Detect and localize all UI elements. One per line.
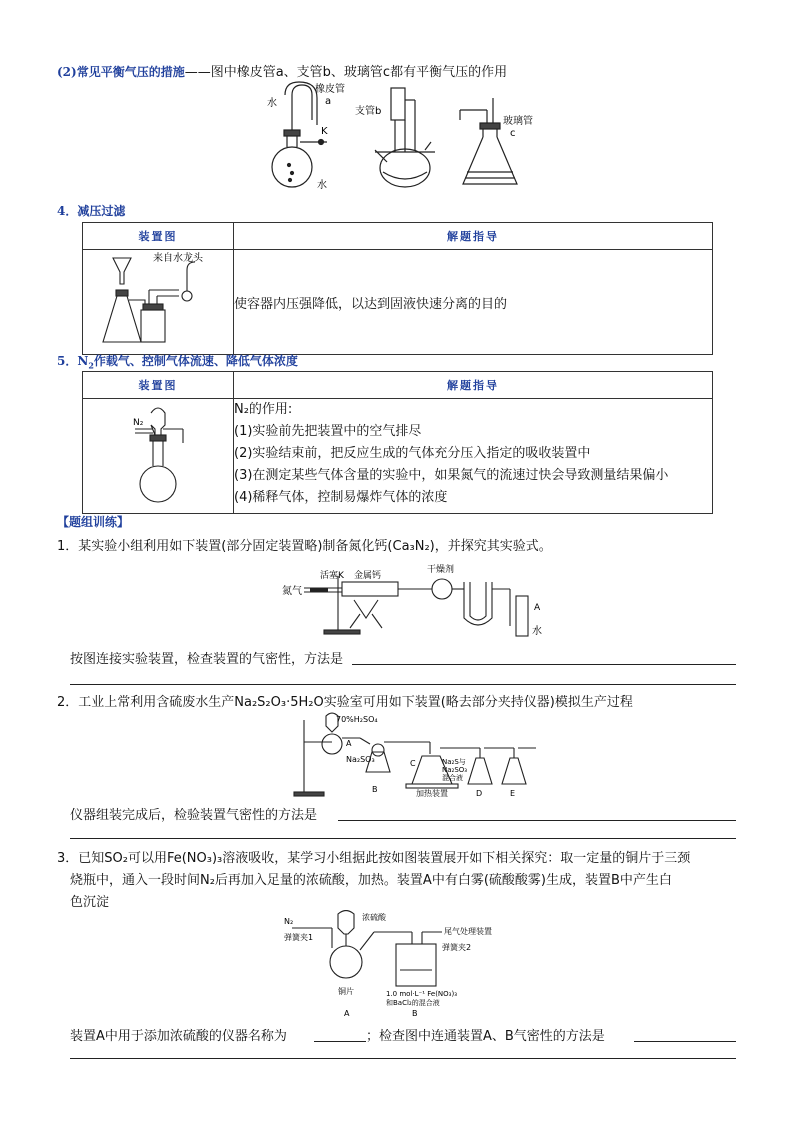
q1-label-valve: 活塞K — [320, 571, 344, 581]
vacuum-filter-figure — [83, 250, 233, 350]
q1-label-ca: 金属钙 — [354, 571, 382, 581]
q1-label-dry: 干燥剂 — [427, 565, 455, 575]
q1-stem: 1．某实验小组利用如下装置(部分固定装置略)制备氮化钙(Ca₃N₂)，并探究其实验式。 — [57, 539, 552, 554]
q1-answer-line-2[interactable] — [70, 684, 736, 685]
fig-label-c: c — [510, 128, 516, 139]
q2-label-E: E — [510, 789, 516, 798]
fig-label-water1: 水 — [267, 98, 277, 109]
q3-figure — [282, 910, 518, 1018]
three-neck-flask — [380, 149, 430, 187]
section4-col2: 解题指导 — [234, 223, 713, 250]
section4-figure-cell — [83, 250, 234, 355]
section2-desc: ——图中橡皮管a、支管b、玻璃管c都有平衡气压的作用 — [184, 65, 508, 80]
round-flask-1 — [272, 147, 312, 187]
section5-guide-title: N₂的作用: — [234, 402, 293, 417]
pressure-balance-figure — [255, 80, 555, 195]
fig-label-glass: 玻璃管 — [503, 116, 533, 127]
n2-carrier-figure — [83, 399, 233, 509]
fig-label-faucet: 来自水龙头 — [153, 253, 203, 264]
q3-label-n2: N₂ — [284, 917, 294, 926]
q3-label-cu: 铜片 — [338, 987, 354, 996]
section5-figure-cell — [83, 399, 234, 514]
section5-guide-cell — [234, 399, 713, 514]
fig-label-a: a — [325, 96, 332, 107]
q2-label-mix1: Na₂S与 — [442, 758, 466, 766]
q3-label-clip2: 弹簧夹2 — [442, 943, 472, 952]
q2-label-mix2: Na₂SO₃ — [442, 766, 468, 774]
section5-heading-suffix: 作载气、控制气体流速、降低气体浓度 — [93, 354, 298, 368]
section4-col1: 装置图 — [83, 223, 234, 250]
q1-label-A: A — [534, 603, 541, 613]
section4-guide: 使容器内压强降低，以达到固液快速分离的目的 — [234, 250, 713, 355]
section5-guide-line-1: (1)实验前先把装置中的空气排尽 — [234, 424, 422, 439]
q3-label-acid: 浓硫酸 — [362, 913, 386, 922]
q3-label-sol1: 1.0 mol·L⁻¹ Fe(NO₃)₃ — [386, 990, 458, 998]
section5-heading-sub: 2 — [88, 360, 94, 371]
section5-table — [82, 371, 713, 514]
q1-answer-blank[interactable] — [352, 650, 736, 665]
section5-guide-line-4: (4)稀释气体，控制易爆炸气体的浓度 — [234, 490, 448, 505]
q2-label-na2so3: Na₂SO₃ — [346, 755, 375, 764]
q2-label-C: C — [410, 759, 416, 768]
section2-heading: (2)常见平衡气压的措施 — [57, 65, 185, 79]
fig-label-water2: 水 — [317, 180, 327, 191]
q2-label-A: A — [346, 739, 352, 748]
q2-label-D: D — [476, 789, 483, 798]
section4-heading: 4．减压过滤 — [57, 204, 126, 218]
section5-guide-line-3: (3)在测定某些气体含量的实验中，如果氮气的流速过快会导致测量结果偏小 — [234, 468, 669, 483]
q2-answer-blank[interactable] — [338, 806, 736, 821]
q3-label-sol2: 和BaCl₂的混合液 — [386, 999, 440, 1007]
conical-flask — [463, 125, 517, 184]
q3-label-B: B — [412, 1009, 418, 1018]
q1-label-n2: 氮气 — [282, 586, 302, 597]
q3-stem-2: 烧瓶中，通入一段时间N₂后再加入足量的浓硫酸，加热。装置A中有白雾(硫酸酸雾)生成，装置B中产生白 — [70, 873, 672, 888]
q3-answer-line-2[interactable] — [70, 1058, 736, 1059]
q3-answer-blank-2[interactable] — [634, 1027, 736, 1042]
q2-stem: 2．工业上常利用含硫废水生产Na₂S₂O₃·5H₂O实验室可用如下装置(略去部分夹持仪器)模拟生产过程 — [57, 695, 633, 710]
q1-label-water: 水 — [532, 626, 542, 637]
q3-ask-1: 装置A中用于添加浓硫酸的仪器名称为 — [70, 1029, 287, 1044]
q2-label-acid: 70%H₂SO₄ — [336, 715, 378, 724]
section4-table — [82, 222, 713, 355]
section5-heading-prefix: 5．N — [57, 354, 89, 368]
section5-heading — [57, 352, 298, 370]
fig-label-rubber: 橡皮管 — [315, 84, 345, 95]
q1-figure — [282, 556, 552, 640]
q2-ask: 仪器组装完成后，检验装置气密性的方法是 — [70, 808, 318, 823]
q2-label-heat: 加热装置 — [416, 789, 448, 798]
fig-label-K: K — [321, 126, 328, 137]
section5-guide-line-2: (2)实验结束前，把反应生成的气体充分压入指定的吸收装置中 — [234, 446, 591, 461]
q1-ask: 按图连接实验装置，检查装置的气密性，方法是 — [70, 652, 344, 667]
fig-label-branch: 支管b — [355, 106, 382, 117]
section5-col1: 装置图 — [83, 372, 234, 399]
q2-figure — [290, 712, 540, 798]
q3-label-A: A — [344, 1009, 350, 1018]
section5-col2: 解题指导 — [234, 372, 713, 399]
q2-label-mix3: 混合液 — [442, 774, 463, 782]
q3-label-clip1: 弹簧夹1 — [284, 933, 314, 942]
buchner-funnel — [113, 258, 131, 284]
q2-answer-line-2[interactable] — [70, 838, 736, 839]
rubber-tube-a — [292, 85, 312, 130]
q3-answer-blank-1[interactable] — [314, 1027, 366, 1042]
q3-label-tail: 尾气处理装置 — [444, 927, 492, 936]
training-heading: 【题组训练】 — [57, 515, 130, 529]
q3-stem-1: 3．已知SO₂可以用Fe(NO₃)₃溶液吸收，某学习小组据此按如图装置展开如下相关探究：取一定量的铜片于三颈 — [57, 851, 691, 866]
section2-line — [57, 61, 507, 80]
fig-label-n2: N₂ — [133, 418, 144, 428]
q3-stem-3: 色沉淀 — [70, 895, 110, 910]
q2-label-B: B — [372, 785, 378, 794]
q3-ask-2: ；检查图中连通装置A、B气密性的方法是 — [366, 1029, 605, 1044]
